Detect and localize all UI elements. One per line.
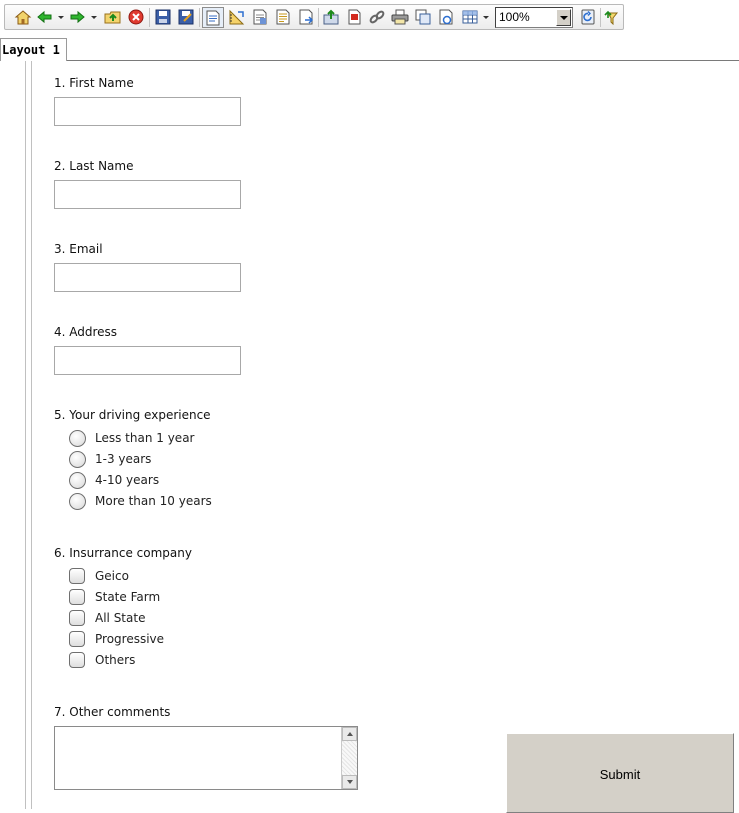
- page-view-icon[interactable]: [202, 7, 224, 28]
- checkbox[interactable]: [69, 631, 85, 647]
- print-icon[interactable]: [391, 9, 409, 25]
- chevron-down-icon[interactable]: [556, 9, 571, 26]
- forward-icon[interactable]: [68, 9, 86, 25]
- forward-dropdown-icon[interactable]: [91, 16, 97, 19]
- tab-layout-1[interactable]: Layout 1: [0, 38, 67, 61]
- comments-label: 7. Other comments: [54, 705, 171, 719]
- ruler-icon[interactable]: [228, 9, 246, 25]
- option-label: More than 10 years: [95, 494, 212, 508]
- table-dropdown-icon[interactable]: [483, 16, 489, 19]
- option-label: 4-10 years: [95, 473, 160, 487]
- table-icon[interactable]: [461, 9, 479, 25]
- option-label: Others: [95, 653, 136, 667]
- submit-button[interactable]: Submit: [506, 733, 734, 813]
- email-input[interactable]: [54, 263, 241, 292]
- checkbox[interactable]: [69, 610, 85, 626]
- page-margin-line: [25, 61, 26, 809]
- comments-scrollbar[interactable]: [341, 727, 357, 789]
- option-label: 1-3 years: [95, 452, 152, 466]
- back-icon[interactable]: [36, 9, 54, 25]
- first-name-input[interactable]: [54, 97, 241, 126]
- document-text-icon[interactable]: [274, 9, 292, 25]
- save-as-icon[interactable]: [177, 9, 195, 25]
- scroll-down-icon[interactable]: [342, 775, 357, 789]
- checkbox[interactable]: [69, 652, 85, 668]
- save-icon[interactable]: [154, 9, 172, 25]
- zoom-value: 100%: [499, 10, 530, 24]
- option-label: Geico: [95, 569, 129, 583]
- first-name-label: 1. First Name: [54, 76, 134, 90]
- undo-filter-icon[interactable]: [603, 9, 621, 25]
- scroll-up-icon[interactable]: [342, 727, 357, 741]
- option-label: State Farm: [95, 590, 161, 604]
- insurance-company-label: 6. Insurrance company: [54, 546, 192, 560]
- radio-button[interactable]: [69, 493, 86, 510]
- layout-tabstrip: [0, 38, 739, 61]
- address-input[interactable]: [54, 346, 241, 375]
- copy-icon[interactable]: [414, 9, 432, 25]
- email-label: 3. Email: [54, 242, 103, 256]
- driving-experience-label: 5. Your driving experience: [54, 408, 211, 422]
- address-label: 4. Address: [54, 325, 118, 339]
- document-icon[interactable]: [251, 9, 269, 25]
- checkbox[interactable]: [69, 568, 85, 584]
- radio-button[interactable]: [69, 472, 86, 489]
- last-name-label: 2. Last Name: [54, 159, 134, 173]
- last-name-input[interactable]: [54, 180, 241, 209]
- page-setup-icon[interactable]: [437, 9, 455, 25]
- option-label: Progressive: [95, 632, 165, 646]
- comments-textarea[interactable]: [54, 726, 358, 790]
- document-arrow-icon[interactable]: [297, 9, 315, 25]
- stop-icon[interactable]: [127, 9, 145, 25]
- report-toolbar: [4, 4, 624, 30]
- pdf-icon[interactable]: [345, 9, 363, 25]
- radio-button[interactable]: [69, 430, 86, 447]
- radio-button[interactable]: [69, 451, 86, 468]
- checkbox[interactable]: [69, 589, 85, 605]
- refresh-icon[interactable]: [579, 9, 597, 25]
- scroll-track[interactable]: [342, 741, 357, 775]
- link-icon[interactable]: [368, 9, 386, 25]
- open-folder-icon[interactable]: [104, 9, 122, 25]
- option-label: All State: [95, 611, 146, 625]
- page-margin-line: [31, 61, 32, 809]
- zoom-select[interactable]: [495, 7, 573, 28]
- export-icon[interactable]: [322, 9, 340, 25]
- home-icon[interactable]: [14, 9, 32, 25]
- back-dropdown-icon[interactable]: [58, 16, 64, 19]
- option-label: Less than 1 year: [95, 431, 195, 445]
